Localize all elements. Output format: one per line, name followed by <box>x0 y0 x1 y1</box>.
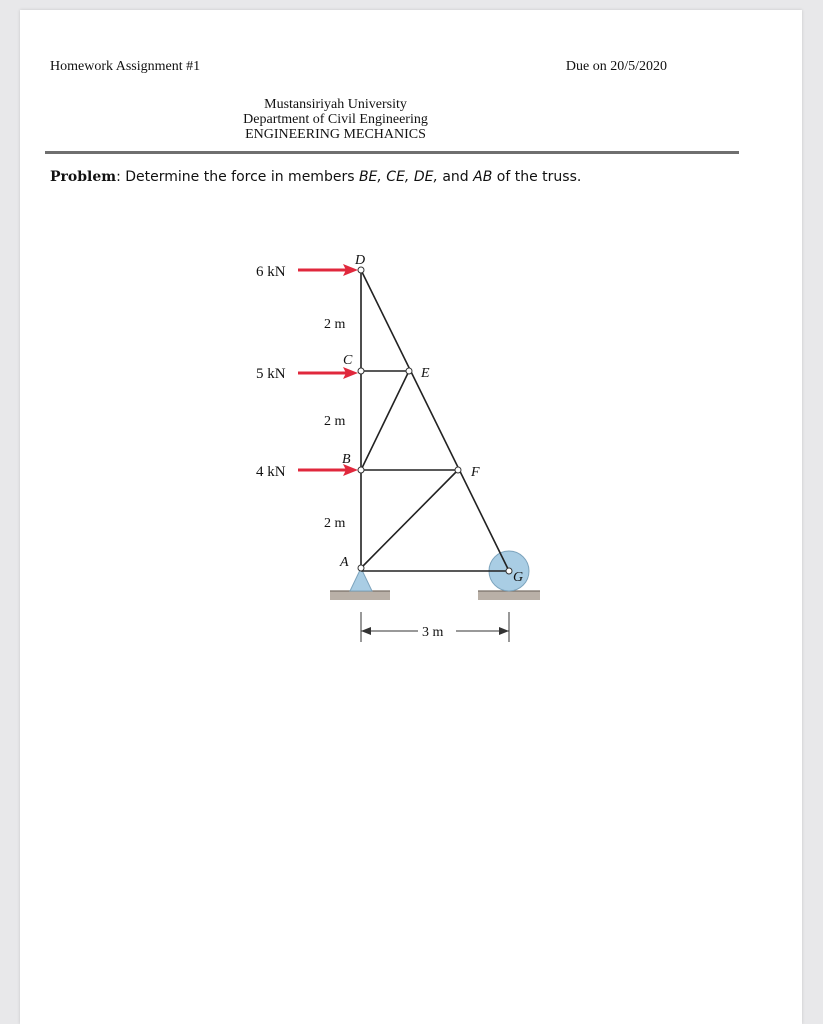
problem-label: Problem <box>50 169 117 185</box>
spacing-label-cb: 2 m <box>324 414 346 429</box>
department-name: Department of Civil Engineering <box>243 112 428 127</box>
load-arrows <box>298 264 358 476</box>
joint-label-g: G <box>513 570 524 585</box>
spacing-label-dc: 2 m <box>324 317 346 332</box>
ground-left <box>330 591 390 600</box>
joint-label-c: C <box>343 353 353 368</box>
joint-label-f: F <box>471 465 480 480</box>
course-name: ENGINEERING MECHANICS <box>245 127 426 142</box>
joint-label-e: E <box>421 366 430 381</box>
joint-label-d: D <box>355 253 366 268</box>
load-label-6kn: 6 kN <box>256 264 286 280</box>
problem-members: BE, CE, DE, <box>358 169 438 185</box>
spacing-label-ba: 2 m <box>324 516 346 531</box>
assignment-title: Homework Assignment #1 <box>50 59 201 74</box>
university-name: Mustansiriyah University <box>264 97 407 112</box>
truss-members <box>361 270 509 571</box>
ground-right <box>478 591 540 600</box>
due-date: Due on 20/5/2020 <box>565 59 667 74</box>
load-label-4kn: 4 kN <box>256 464 286 480</box>
joint-label-b: B <box>342 452 351 467</box>
joint-label-a: A <box>340 555 349 570</box>
span-label: 3 m <box>422 625 444 640</box>
problem-member-ab: AB <box>473 169 493 185</box>
problem-statement: Problem: Determine the force in members BE, CE, DE, and AB of the truss. <box>50 169 582 185</box>
load-label-5kn: 5 kN <box>256 366 286 382</box>
